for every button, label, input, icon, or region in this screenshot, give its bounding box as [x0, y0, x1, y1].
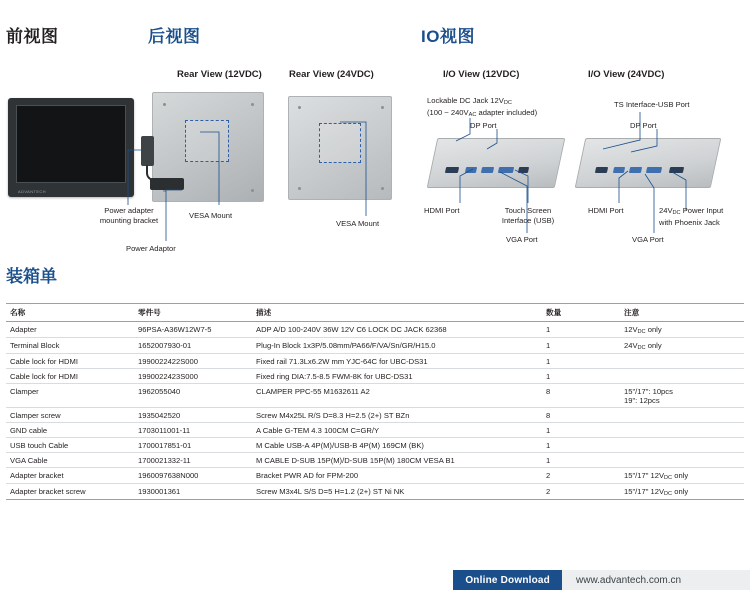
- cell-quantity: 1: [542, 438, 620, 453]
- callout-dp-port-24v: DP Port: [630, 121, 657, 130]
- callout-ts-interface-usb-port: TS Interface-USB Port: [614, 100, 690, 109]
- io-view-24vdc-image: [575, 138, 722, 188]
- cell-name: Adapter bracket screw: [6, 484, 134, 500]
- callout-vesa-mount-12v: VESA Mount: [189, 211, 233, 220]
- section-heading-packing-list: 装箱单: [6, 267, 57, 286]
- cell-part-number: 96PSA-A36W12W7-5: [134, 322, 252, 338]
- vesa-mount-area: [185, 120, 229, 162]
- cell-name: USB touch Cable: [6, 438, 134, 453]
- callout-power-adapter-bracket: Power adapter mounting bracket: [99, 206, 159, 226]
- table-row: [6, 453, 744, 468]
- table-row: [6, 438, 744, 453]
- callout-hdmi-port-24v: HDMI Port: [588, 206, 624, 215]
- cell-name: Terminal Block: [6, 338, 134, 354]
- io-view-12vdc-image: [427, 138, 566, 188]
- cell-note: [620, 438, 744, 453]
- cell-description: ADP A/D 100-240V 36W 12V C6 LOCK DC JACK 62368: [252, 322, 542, 338]
- vesa-mount-area: [319, 123, 361, 163]
- power-adaptor-part: [150, 178, 184, 190]
- screw-icon: [298, 106, 301, 109]
- vga-port: [646, 167, 662, 173]
- cell-quantity: 1: [542, 322, 620, 338]
- section-heading-io-view: IO视图: [421, 27, 475, 46]
- cell-name: Adapter: [6, 322, 134, 338]
- table-row: [6, 322, 744, 338]
- table-row: [6, 423, 744, 438]
- monitor-screen: [16, 105, 126, 183]
- brand-logo: ADVANTECH: [18, 189, 46, 194]
- callout-lockable-dc-jack: Lockable DC Jack 12VDC (100 ~ 240VAC adapter included): [427, 96, 538, 118]
- screw-icon: [381, 106, 384, 109]
- cell-name: Cable lock for HDMI: [6, 369, 134, 384]
- column-header-part-number: 零件号: [134, 304, 252, 322]
- dp-port: [465, 167, 477, 173]
- usb-touch-port: [518, 167, 529, 173]
- cell-note: [620, 354, 744, 369]
- section-heading-front-view: 前视图: [6, 27, 59, 46]
- cell-part-number: 1930001361: [134, 484, 252, 500]
- cell-note: [620, 369, 744, 384]
- cell-description: Screw M4x25L R/S D=8.3 H=2.5 (2+) ST BZn: [252, 408, 542, 423]
- cell-quantity: 8: [542, 384, 620, 408]
- cell-part-number: 1652007930-01: [134, 338, 252, 354]
- cell-description: M CABLE D-SUB 15P(M)/D-SUB 15P(M) 180CM VESA B1: [252, 453, 542, 468]
- cell-part-number: 1962055040: [134, 384, 252, 408]
- subtitle-rear-view-12vdc: Rear View (12VDC): [177, 69, 262, 80]
- cell-name: VGA Cable: [6, 453, 134, 468]
- power-adapter-mounting-bracket-part: [141, 136, 154, 166]
- callout-touch-screen-interface: Touch Screen Interface (USB): [501, 206, 555, 226]
- cell-name: Clamper: [6, 384, 134, 408]
- cell-note: 24VDC only: [620, 338, 744, 354]
- cell-note: 12VDC only: [620, 322, 744, 338]
- cell-note: 15"/17" 12VDC only: [620, 468, 744, 484]
- screw-icon: [298, 187, 301, 190]
- dc-jack-port: [445, 167, 459, 173]
- screw-icon: [163, 103, 166, 106]
- cell-quantity: 1: [542, 453, 620, 468]
- page-footer: [0, 562, 750, 596]
- online-download-bar: [453, 570, 750, 590]
- table-row: [6, 408, 744, 423]
- rear-view-24vdc-image: [288, 96, 392, 200]
- callout-dp-port-12v: DP Port: [470, 121, 497, 130]
- table-row: [6, 484, 744, 500]
- screw-icon: [251, 103, 254, 106]
- cell-note: [620, 408, 744, 423]
- subtitle-io-view-12vdc: I/O View (12VDC): [443, 69, 520, 80]
- column-header-description: 描述: [252, 304, 542, 322]
- cell-note: 15"/17": 10pcs 19": 12pcs: [620, 384, 744, 408]
- hdmi-port: [629, 167, 642, 173]
- cell-part-number: 1990022423S000: [134, 369, 252, 384]
- section-heading-rear-view: 后视图: [148, 27, 201, 46]
- cell-description: Plug-In Block 1x3P/5.08mm/PA66/F/VA/Sn/GR/H15.0: [252, 338, 542, 354]
- cell-quantity: 1: [542, 423, 620, 438]
- column-header-name: 名称: [6, 304, 134, 322]
- cell-description: CLAMPER PPC-55 M1632611 A2: [252, 384, 542, 408]
- cell-part-number: 1700021332-11: [134, 453, 252, 468]
- column-header-quantity: 数量: [542, 304, 620, 322]
- website-url[interactable]: www.advantech.com.cn: [562, 570, 750, 590]
- subtitle-io-view-24vdc: I/O View (24VDC): [588, 69, 665, 80]
- cell-description: Bracket PWR AD for FPM-200: [252, 468, 542, 484]
- screw-icon: [381, 187, 384, 190]
- table-row: [6, 369, 744, 384]
- cell-part-number: 1703011001-11: [134, 423, 252, 438]
- online-download-label: Online Download: [453, 570, 562, 590]
- cell-part-number: 1935042520: [134, 408, 252, 423]
- table-header-row: [6, 304, 744, 322]
- cell-quantity: 1: [542, 369, 620, 384]
- callout-24vdc-power-input: 24VDC Power Input with Phoenix Jack: [659, 206, 724, 227]
- phoenix-power-input: [669, 167, 684, 173]
- hdmi-port: [481, 167, 494, 173]
- usb-ts-port: [595, 167, 608, 173]
- vga-port: [498, 167, 514, 173]
- cell-note: 15"/17" 12VDC only: [620, 484, 744, 500]
- cell-name: Clamper screw: [6, 408, 134, 423]
- packing-list-table: [6, 303, 744, 500]
- subtitle-rear-view-24vdc: Rear View (24VDC): [289, 69, 374, 80]
- cell-quantity: 1: [542, 338, 620, 354]
- table-row: [6, 354, 744, 369]
- table-row: [6, 468, 744, 484]
- cell-description: A Cable G-TEM 4.3 100CM C=GR/Y: [252, 423, 542, 438]
- dp-port: [613, 167, 625, 173]
- callout-power-adaptor: Power Adaptor: [126, 244, 176, 253]
- callout-hdmi-port-12v: HDMI Port: [424, 206, 460, 215]
- cell-quantity: 2: [542, 484, 620, 500]
- callout-vesa-mount-24v: VESA Mount: [336, 219, 380, 228]
- column-header-note: 注意: [620, 304, 744, 322]
- cell-part-number: 1990022422S000: [134, 354, 252, 369]
- cell-part-number: 1700017851-01: [134, 438, 252, 453]
- cell-note: [620, 453, 744, 468]
- screw-icon: [251, 189, 254, 192]
- table-row: [6, 338, 744, 354]
- cell-description: Fixed rail 71.3Lx6.2W mm YJC-64C for UBC-DS31: [252, 354, 542, 369]
- cell-quantity: 1: [542, 354, 620, 369]
- cell-quantity: 8: [542, 408, 620, 423]
- cell-quantity: 2: [542, 468, 620, 484]
- front-view-monitor-image: [8, 98, 134, 197]
- callout-vga-port-24v: VGA Port: [632, 235, 664, 244]
- table-row: [6, 384, 744, 408]
- cell-part-number: 1960097638N000: [134, 468, 252, 484]
- cell-note: [620, 423, 744, 438]
- cell-name: Adapter bracket: [6, 468, 134, 484]
- callout-vga-port-12v: VGA Port: [506, 235, 538, 244]
- cell-name: GND cable: [6, 423, 134, 438]
- cell-name: Cable lock for HDMI: [6, 354, 134, 369]
- cell-description: M Cable USB-A 4P(M)/USB-B 4P(M) 169CM (BK): [252, 438, 542, 453]
- cell-description: Fixed ring DIA:7.5-8.5 FWM-8K for UBC-DS31: [252, 369, 542, 384]
- cell-description: Screw M3x4L S/S D=5 H=1.2 (2+) ST Ni NK: [252, 484, 542, 500]
